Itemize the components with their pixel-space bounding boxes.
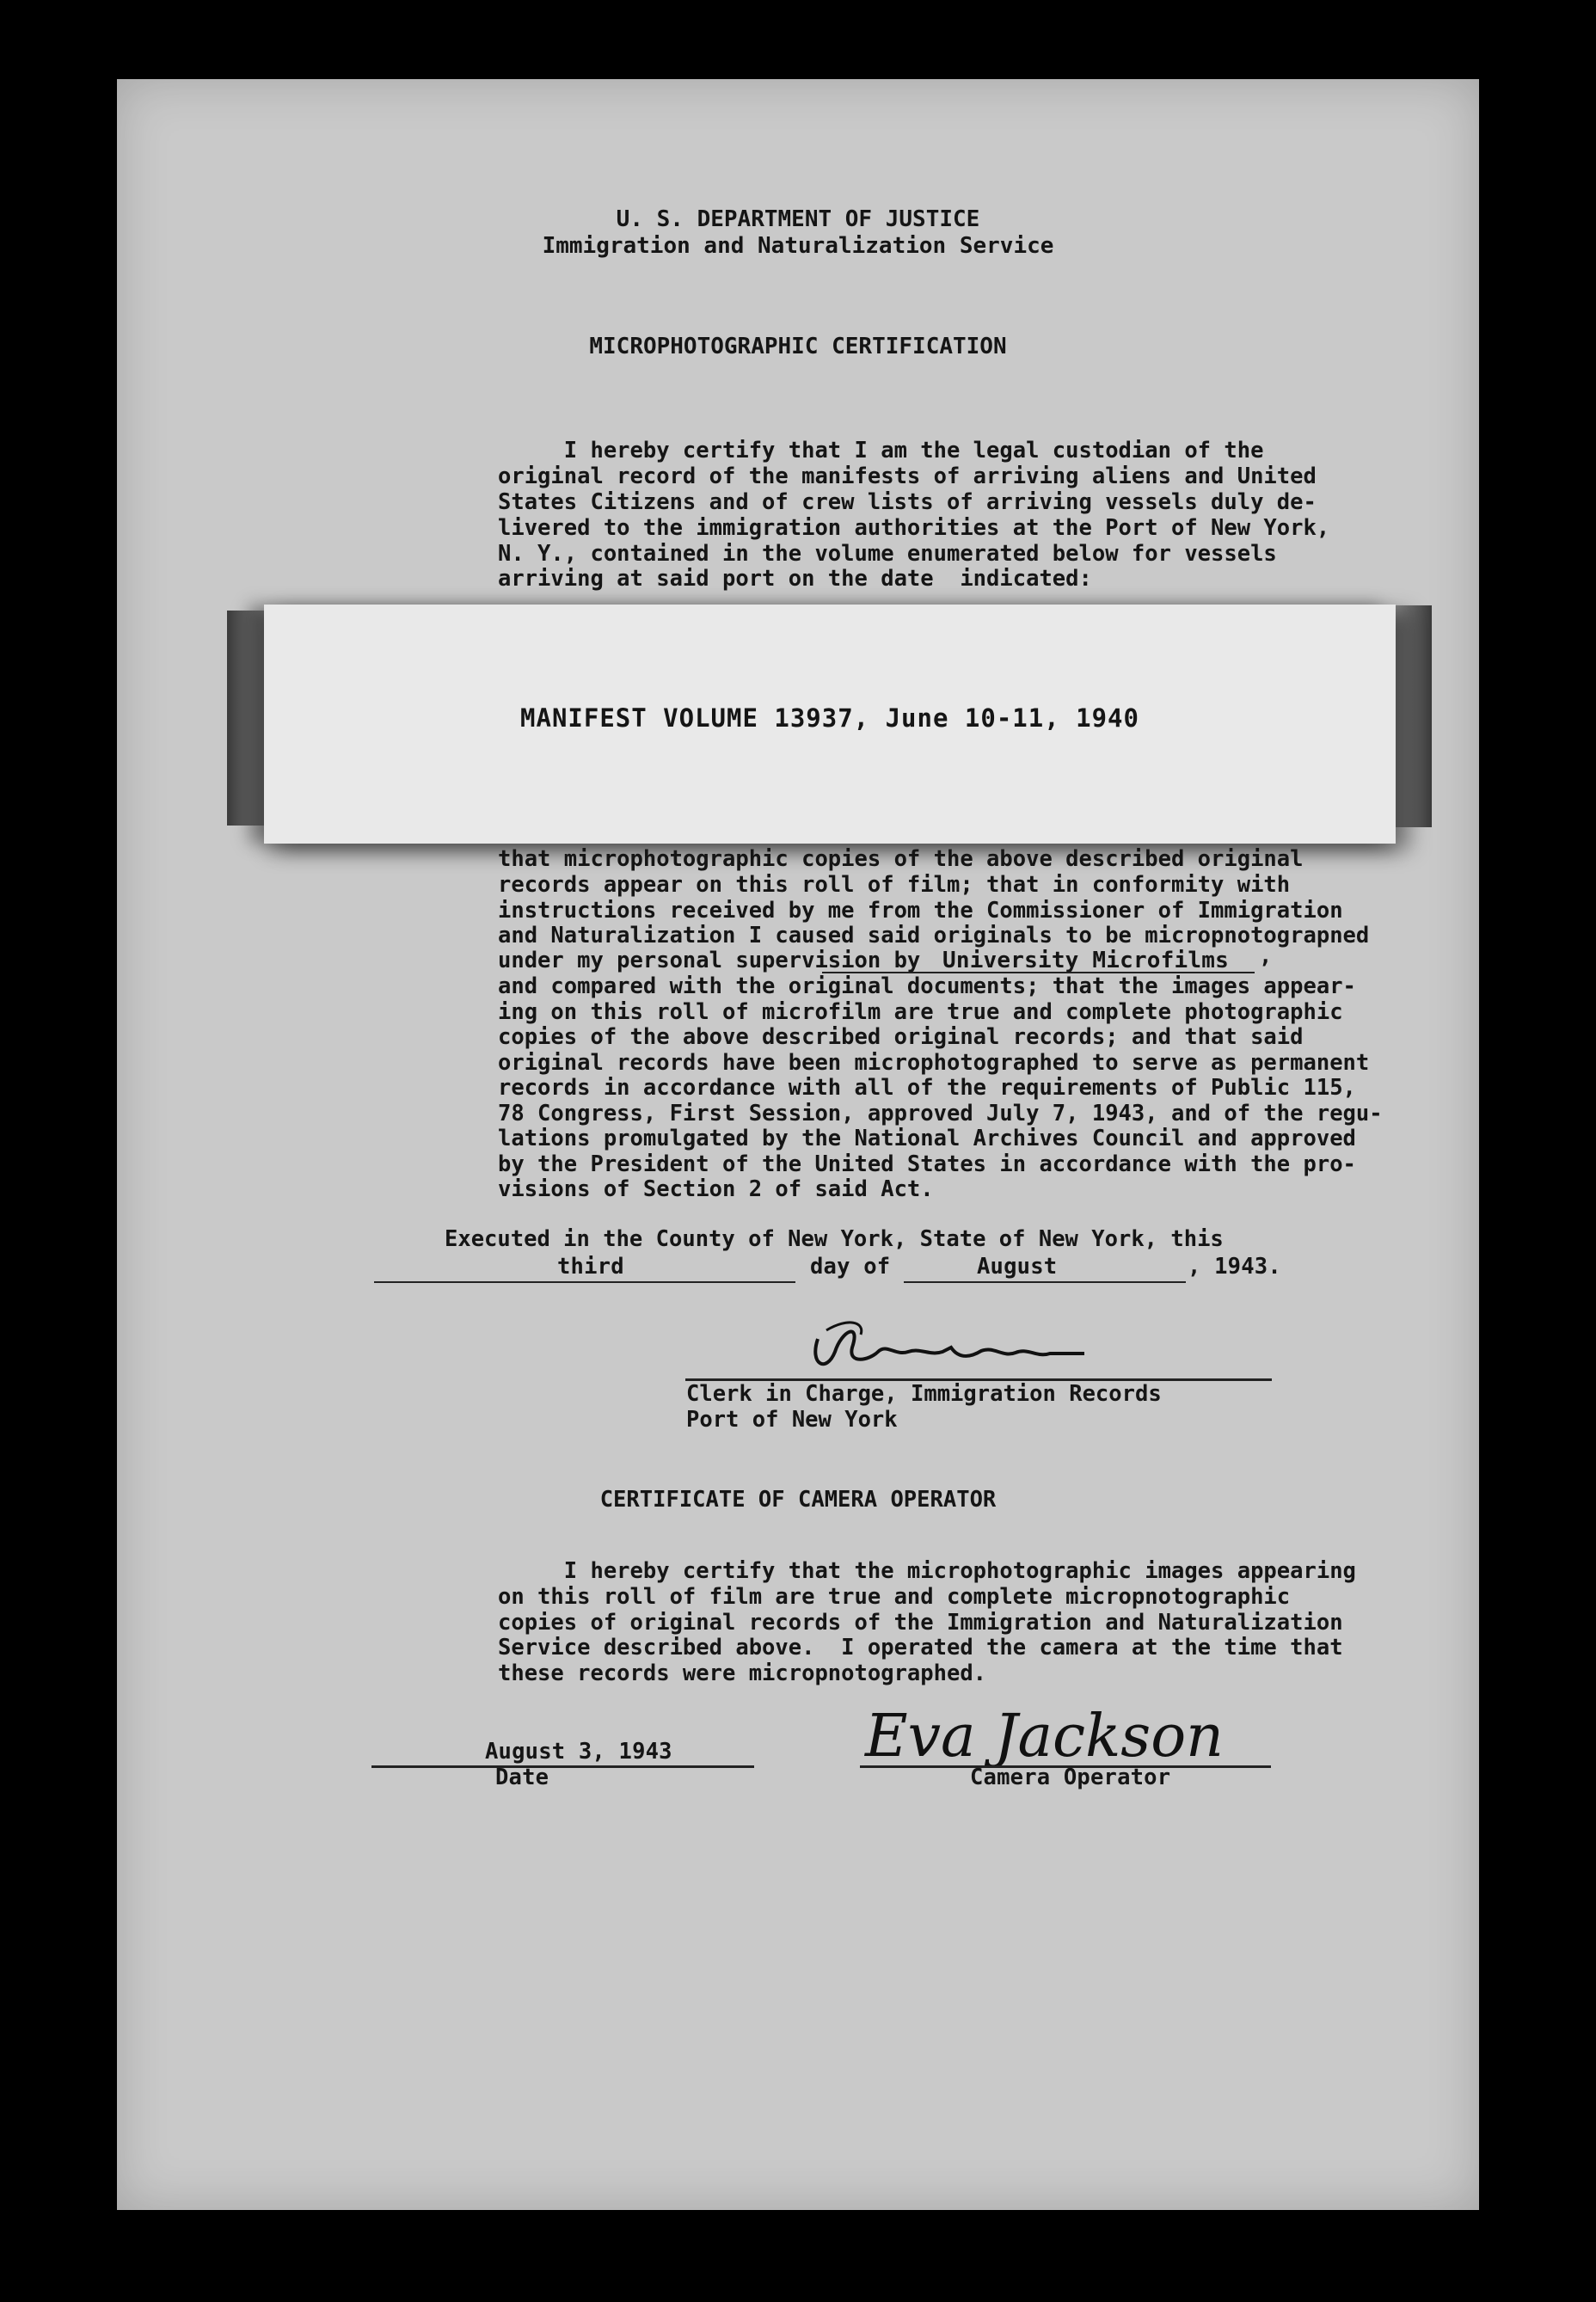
intro-line: N. Y., contained in the volume enumerated below for vessels: [498, 541, 1277, 567]
camera-line: Service described above. I operated the camera at the time that: [498, 1635, 1343, 1661]
camera-operator-label: Camera Operator: [970, 1765, 1171, 1790]
body-line: lations promulgated by the National Archives Council and approved: [498, 1126, 1356, 1151]
body-line: records in accordance with all of the requirements of Public 115,: [498, 1075, 1356, 1101]
camera-line: on this roll of film are true and complete micropnotographic: [498, 1584, 1291, 1610]
intro-line: I hereby certify that I am the legal custodian of the: [498, 438, 1264, 463]
intro-line: original record of the manifests of arriving aliens and United: [498, 463, 1317, 489]
clerk-location: Port of New York: [686, 1407, 898, 1433]
executed-year: , 1943.: [1188, 1254, 1281, 1280]
camera-line: these records were micropnotographed.: [498, 1661, 987, 1686]
strip-shadow-left: [227, 611, 267, 826]
manifest-strip: [264, 605, 1396, 844]
day-of-label: day of: [810, 1254, 891, 1280]
camera-certificate-title: CERTIFICATE OF CAMERA OPERATOR: [599, 1487, 997, 1513]
body-line: under my personal supervision by: [498, 948, 921, 973]
supervisor-name: University Microfilms: [942, 948, 1229, 973]
executed-day: third: [557, 1254, 624, 1280]
operator-signature-text: Eva Jackson: [865, 1703, 1224, 1771]
body-line: by the President of the United States in accordance with the pro-: [498, 1151, 1356, 1177]
clerk-signature: [801, 1313, 1145, 1385]
month-underline: [904, 1281, 1186, 1283]
clerk-title: Clerk in Charge, Immigration Records: [686, 1381, 1162, 1407]
intro-line: States Citizens and of crew lists of arriving vessels duly de-: [498, 489, 1317, 515]
body-line: and Naturalization I caused said originals to be micropnotograpned: [498, 923, 1370, 948]
manifest-volume-label: MANIFEST VOLUME 13937, June 10-11, 1940: [520, 703, 1139, 733]
body-line: records appear on this roll of film; that in conformity with: [498, 872, 1291, 898]
body-line: visions of Section 2 of said Act.: [498, 1176, 934, 1202]
strip-shadow-right: [1396, 605, 1432, 827]
body-line: ing on this roll of microfilm are true and complete photographic: [498, 999, 1343, 1025]
body-line: and compared with the original documents; that the images appear-: [498, 973, 1356, 999]
body-line: original records have been microphotographed to serve as permanent: [498, 1050, 1370, 1076]
certificate-page: [117, 79, 1479, 2210]
supervisor-comma: ,: [1259, 943, 1273, 969]
executed-month: August: [977, 1254, 1058, 1280]
day-underline: [374, 1281, 795, 1283]
certification-title: MICROPHOTOGRAPHIC CERTIFICATION: [589, 334, 1007, 359]
body-line: copies of the above described original records; and that said: [498, 1024, 1304, 1050]
service-heading: Immigration and Naturalization Service: [542, 233, 1054, 259]
executed-line: Executed in the County of New York, State of New York, this: [445, 1226, 1224, 1252]
camera-line: I hereby certify that the microphotographic images appearing: [498, 1558, 1356, 1584]
body-line: instructions received by me from the Commissioner of Immigration: [498, 898, 1343, 924]
department-heading: U. S. DEPARTMENT OF JUSTICE: [616, 206, 980, 232]
body-line: 78 Congress, First Session, approved July 7, 1943, and of the regu-: [498, 1101, 1383, 1126]
camera-operator-signature: [856, 1687, 1243, 1777]
intro-line: livered to the immigration authorities at the Port of New York,: [498, 515, 1330, 541]
intro-line: arriving at said port on the date indicated:: [498, 566, 1092, 592]
camera-date-label: Date: [495, 1765, 549, 1790]
body-line: that microphotographic copies of the above described original: [498, 846, 1304, 872]
date-underline: [371, 1765, 754, 1768]
camera-date-value: August 3, 1943: [485, 1739, 672, 1765]
camera-line: copies of original records of the Immigration and Naturalization: [498, 1610, 1343, 1636]
